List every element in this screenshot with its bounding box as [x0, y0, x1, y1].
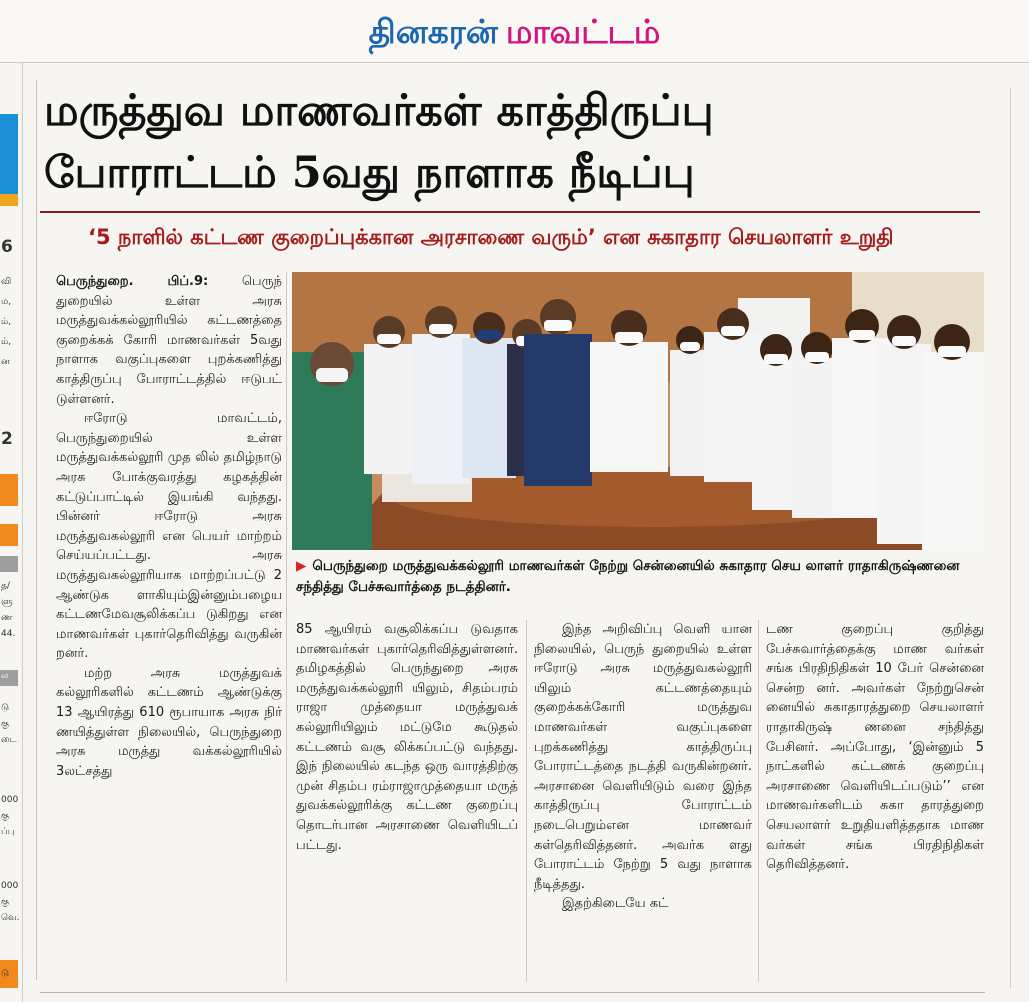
strip-digit-top: 6 — [1, 237, 13, 257]
page-bottom-rule — [40, 992, 985, 993]
article-column-4 — [766, 620, 984, 875]
article-subheadline: ‘5 நாளில் கட்டண குறைப்புக்கான அரசாணை வரும்’ என சுகாதார செயலாளர் உறுதி — [88, 225, 894, 249]
article-column-1 — [56, 272, 282, 781]
headline-line: மருத்துவ மாணவர்கள் காத்திருப்பு — [44, 86, 714, 136]
right-edge-rule — [1010, 88, 1029, 988]
dateline: பெருந்துறை. பிப்.9: — [56, 274, 209, 289]
column-divider — [36, 80, 37, 980]
left-neighbor-column — [0, 62, 23, 1002]
photo-caption-text: பெருந்துறை மருத்துவக்கல்லூரி மாணவர்கள் நேற்று சென்னையில் சுகாதார செய லாளர் ராதாகிருஷ்ணனை சந்தித்து பேச்சுவார்த்தை நடத்தினர். — [296, 558, 960, 595]
photo-caption — [296, 556, 986, 598]
newspaper-brand — [0, 10, 1029, 54]
strip-fragment: ளு — [1, 597, 13, 607]
strip-fragment: டை — [1, 735, 17, 745]
strip-fragment: ம், — [1, 337, 12, 347]
strip-fragment: ப்பு — [1, 827, 15, 837]
article-headline — [44, 80, 994, 204]
strip-fragment: டு — [1, 703, 10, 713]
strip-fragment: கு — [1, 719, 9, 729]
caption-marker-icon: ▶ — [296, 558, 307, 574]
strip-fragment: 44. — [1, 629, 16, 639]
column-divider — [286, 272, 287, 982]
brand-section: மாவட்டம் — [505, 12, 661, 51]
strip-fragment: ன — [1, 357, 10, 367]
gray-block — [0, 556, 18, 572]
strip-fragment: வி — [1, 277, 12, 287]
news-photo — [292, 272, 984, 550]
orange-block — [0, 474, 18, 506]
brand-name: தினகரன் — [368, 12, 498, 51]
strip-digit-mid: 2 — [1, 429, 13, 449]
body-text: பெருந் துறையில் உள்ள அரசு மருத்துவக்கல்லூரியில் கட்டணத்தை குறைக்கக் கோரி மாணவர்கள் 5வது நாளாக வகுப்புகளை புறக்கணித்து காத்திருப்பு போராட்டத்தில் ஈடுபட் டுள்ளனர். — [56, 274, 282, 407]
strip-fragment: 000 — [1, 881, 19, 891]
strip-fragment: 000 — [1, 795, 19, 805]
strip-fragment: ண — [1, 613, 13, 623]
strip-fragment: த/ — [1, 581, 10, 591]
body-paragraph: 85 ஆயிரம் வசூலிக்கப்ப டுவதாக மாணவர்கள் புகார்தெரிவித்துள்ளனர். தமிழகத்தில் பெருந்துறை அரசு மருத்துவக்கல்லூரி யிலும், சிதம்பரம் ராஜா முத்தையா மருத்துவக் கல்லூரியிலும் மட்டுமே கூடுதல் கட்டணம் வசூ லிக்கப்பட்டு வந்தது. இந் நிலையில் கடந்த ஒரு வாரத்திற்கு முன் சிதம்ப ரம்ராஜாமுத்தையா மருத் துவக்கல்லூரிக்கு கட்டண குறைப்பு தொடர்பான அரசாணை வெளியிடப் பட்டது. — [296, 622, 518, 853]
article-column-3 — [534, 620, 752, 914]
right-neighbor-column — [1000, 62, 1029, 1002]
headline-line: போராட்டம் 5வது நாளாக நீடிப்பு — [44, 148, 695, 198]
strip-fragment: ம், — [1, 317, 12, 327]
body-paragraph — [56, 272, 282, 409]
orange-stripe — [0, 194, 18, 206]
subheadline-rule — [40, 211, 980, 213]
article-column-2 — [296, 620, 518, 855]
column-divider — [526, 620, 527, 982]
strip-fragment: கு — [1, 897, 9, 907]
strip-fragment: கு — [1, 811, 9, 821]
body-paragraph: மற்ற அரசு மருத்துவக் கல்லூரிகளில் கட்டணம் ஆண்டுக்கு 13 ஆயிரத்து 610 ரூபாயாக அரசு நிர் ணயித்துள்ள நிலையில், பெருந்துறை அரசு மருத்து வக்கல்லூரியில் 3லட்சத்து — [56, 665, 282, 779]
group-photo-illustration — [292, 272, 984, 550]
column-divider — [758, 620, 759, 982]
body-paragraph: இதற்கிடையே கட் — [562, 896, 669, 912]
body-paragraph: இந்த அறிவிப்பு வெளி யான நிலையில், பெருந் துறையில் உள்ள ஈரோடு அரசு மருத்துவகல்லூரி யிலும் கட்டணத்தையும் குறைக்கக்கோரி மருத்துவ மாணவர்கள் வகுப்புகளை புறக்கணித்து காத்திருப்பு போராட்டத்தை நடத்தி வருகின்றனர். அரசானை வெளியிடும் வரை இந்த காத்திருப்பு போராட்டம் நடைபெறும்என மாணவர் கள்தெரிவித்தனர். அவர்க ளது போராட்டம் நேற்று 5 வது நாளாக நீடித்தது. — [534, 622, 752, 892]
blue-block — [0, 114, 18, 194]
strip-fragment: ம, — [1, 297, 12, 307]
strip-fragment: வெ. — [1, 913, 20, 923]
body-paragraph: டண குறைப்பு குறித்து பேச்சுவார்த்தைக்கு மாண வர்கள் சங்க பிரதிநிதிகள் 10 பேர் சென்னை சென்ற னர். அவர்கள் நேற்றுசென் னையில் சுகாதாரத்துறை செயலாளர் ராதாகிருஷ் ணனை சந்தித்து பேசினர். அப்போது, ‘இன்னும் 5 நாட்களில் கட்டணக் குறைப்பு அரசாணை வெளியிடப்படும்’’ என மாணவர்களிடம் சுகா தாரத்துறை செயலாளர் உறுதியளித்ததாக மாண வர்கள் சங்க பிரதிநிதிகள் தெரிவித்தனர். — [766, 622, 984, 873]
strip-fragment: ல — [1, 671, 9, 681]
orange-block — [0, 524, 18, 546]
body-paragraph: ஈரோடு மாவட்டம், பெருந்துறையில் உள்ள மருத்துவக்கல்லூரி முத லில் தமிழ்நாடு அரசு போக்குவரத்து கழகத்தின் கட்டுப்பாட்டில் இயங்கி வந்தது. பின்னர் ஈரோடு அரசு மருத்துவகல்லூரி என பெயர் மாற்றம் செய்யப்பட்டது. அரசு மருத்துவகல்லூரியாக மாற்றப்பட்டு 2 ஆண்டுக ளாகியும்இன்னும்பழைய கட்டணமேவசூலிக்கப்ப டுகிறது என மாணவர்கள் புகார்தெரிவித்து வருகின் றனர். — [56, 411, 282, 662]
strip-fragment: டு — [1, 969, 10, 979]
